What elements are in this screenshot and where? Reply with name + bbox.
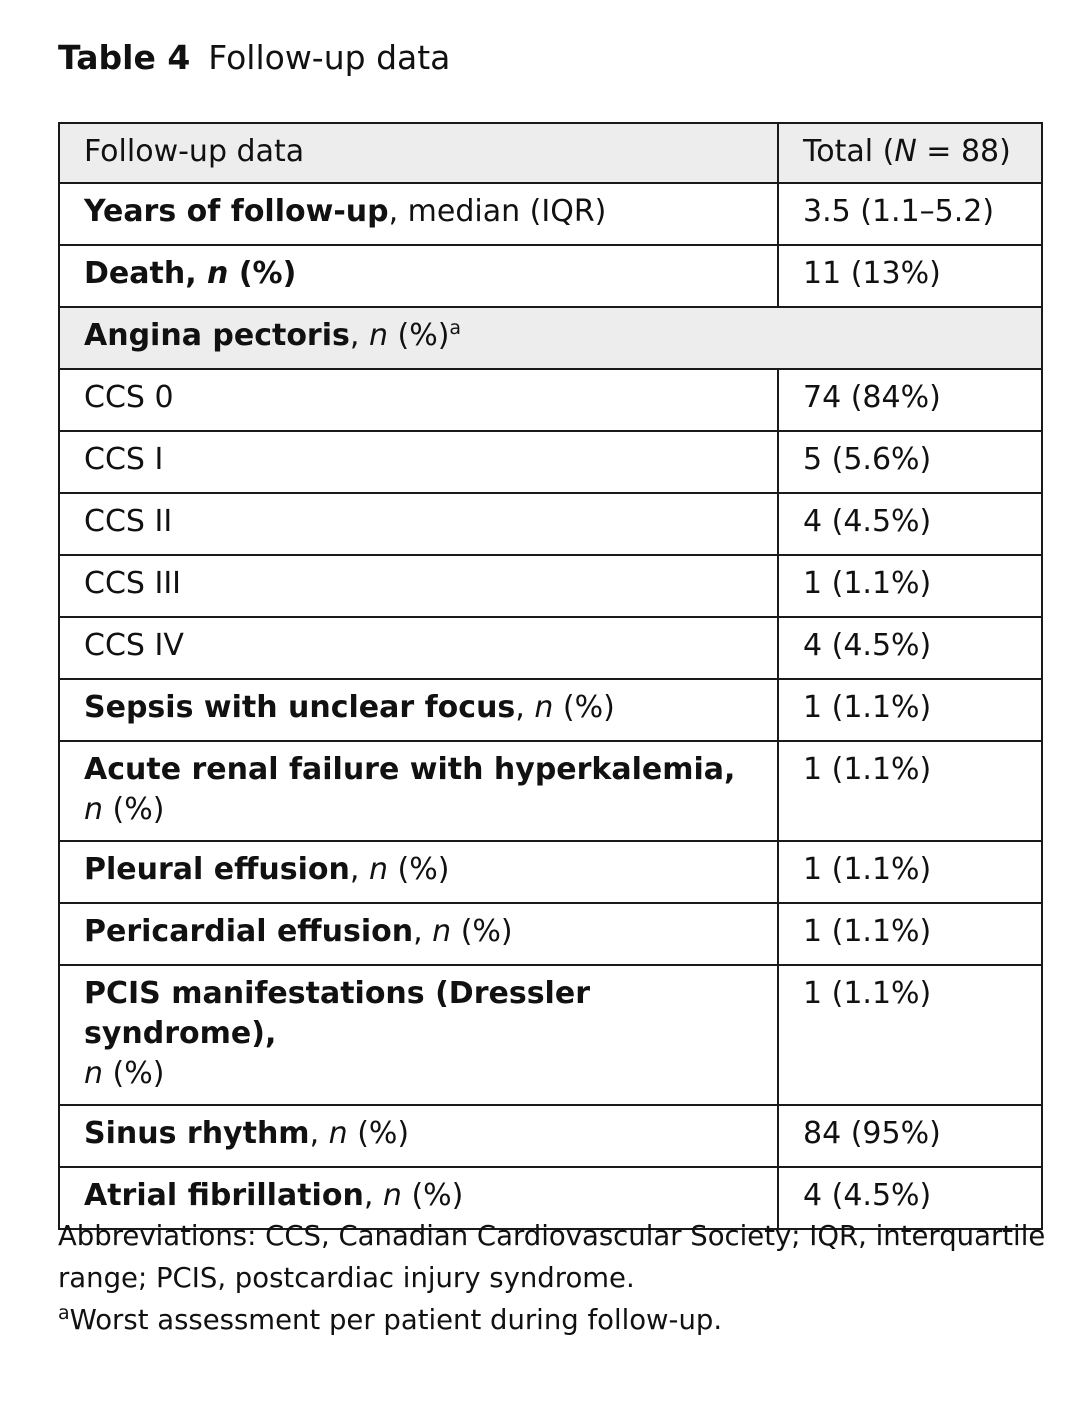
row-value: 4 (4.5%)	[778, 617, 1042, 679]
row-label: Sinus rhythm, n (%)	[59, 1105, 778, 1167]
footnote-marker: a	[449, 317, 462, 339]
header-total: Total (N = 88)	[778, 123, 1042, 183]
group-label: Angina pectoris, n (%)$^a$	[59, 307, 1042, 369]
row-value: 84 (95%)	[778, 1105, 1042, 1167]
footnote-a: $^a$Worst assessment per patient during follow-up.	[58, 1301, 723, 1336]
row-label: Atrial fibrillation, n (%)	[59, 1167, 778, 1229]
footnote-marker: a	[58, 1301, 70, 1324]
row-label: Years of follow-up, median (IQR)	[59, 183, 778, 245]
row-label: Sepsis with unclear focus, n (%)	[59, 679, 778, 741]
table-title: Follow-up data	[208, 38, 451, 77]
table-group-angina-pectoris	[59, 307, 1042, 369]
table-row-sepsis	[59, 679, 1042, 741]
row-value: 1 (1.1%)	[778, 965, 1042, 1105]
row-value: 1 (1.1%)	[778, 841, 1042, 903]
row-value: 4 (4.5%)	[778, 493, 1042, 555]
header-follow-up-data: Follow-up data	[59, 123, 778, 183]
table-row-ccs-iv	[59, 617, 1042, 679]
table-row-years-follow-up	[59, 183, 1042, 245]
row-label: Pericardial effusion, n (%)	[59, 903, 778, 965]
row-value: 4 (4.5%)	[778, 1167, 1042, 1229]
row-label: Death, n (%)	[59, 245, 778, 307]
row-value: 5 (5.6%)	[778, 431, 1042, 493]
row-label: CCS IV	[59, 617, 778, 679]
table-row-ccs-iii	[59, 555, 1042, 617]
row-label: Pleural effusion, n (%)	[59, 841, 778, 903]
table-row-pcis-manifestations	[59, 965, 1042, 1105]
table-row-ccs-i	[59, 431, 1042, 493]
row-label: CCS III	[59, 555, 778, 617]
row-value: 1 (1.1%)	[778, 903, 1042, 965]
table-row-death	[59, 245, 1042, 307]
row-value: 3.5 (1.1–5.2)	[778, 183, 1042, 245]
row-value: 74 (84%)	[778, 369, 1042, 431]
table-header-row	[59, 123, 1042, 183]
row-label: PCIS manifestations (Dressler syndrome), n (%)	[59, 965, 778, 1105]
follow-up-table	[58, 122, 1043, 1230]
table-number: Table 4	[58, 38, 191, 77]
table-row-pericardial-effusion	[59, 903, 1042, 965]
row-label: CCS II	[59, 493, 778, 555]
table-footnotes	[58, 1215, 1058, 1341]
row-label: Acute renal failure with hyperkalemia, n (%)	[59, 741, 778, 841]
row-value: 1 (1.1%)	[778, 741, 1042, 841]
row-value: 11 (13%)	[778, 245, 1042, 307]
table-row-ccs-0	[59, 369, 1042, 431]
row-label: CCS 0	[59, 369, 778, 431]
row-label: CCS I	[59, 431, 778, 493]
table-row-sinus-rhythm	[59, 1105, 1042, 1167]
table-row-acute-renal-failure	[59, 741, 1042, 841]
abbreviations-note: Abbreviations: CCS, Canadian Cardiovascular Society; IQR, interquartile range; PCIS, postcardiac injury syndrome.	[58, 1220, 1046, 1294]
row-value: 1 (1.1%)	[778, 555, 1042, 617]
table-caption	[58, 36, 450, 80]
table-row-pleural-effusion	[59, 841, 1042, 903]
table-row-ccs-ii	[59, 493, 1042, 555]
row-value: 1 (1.1%)	[778, 679, 1042, 741]
